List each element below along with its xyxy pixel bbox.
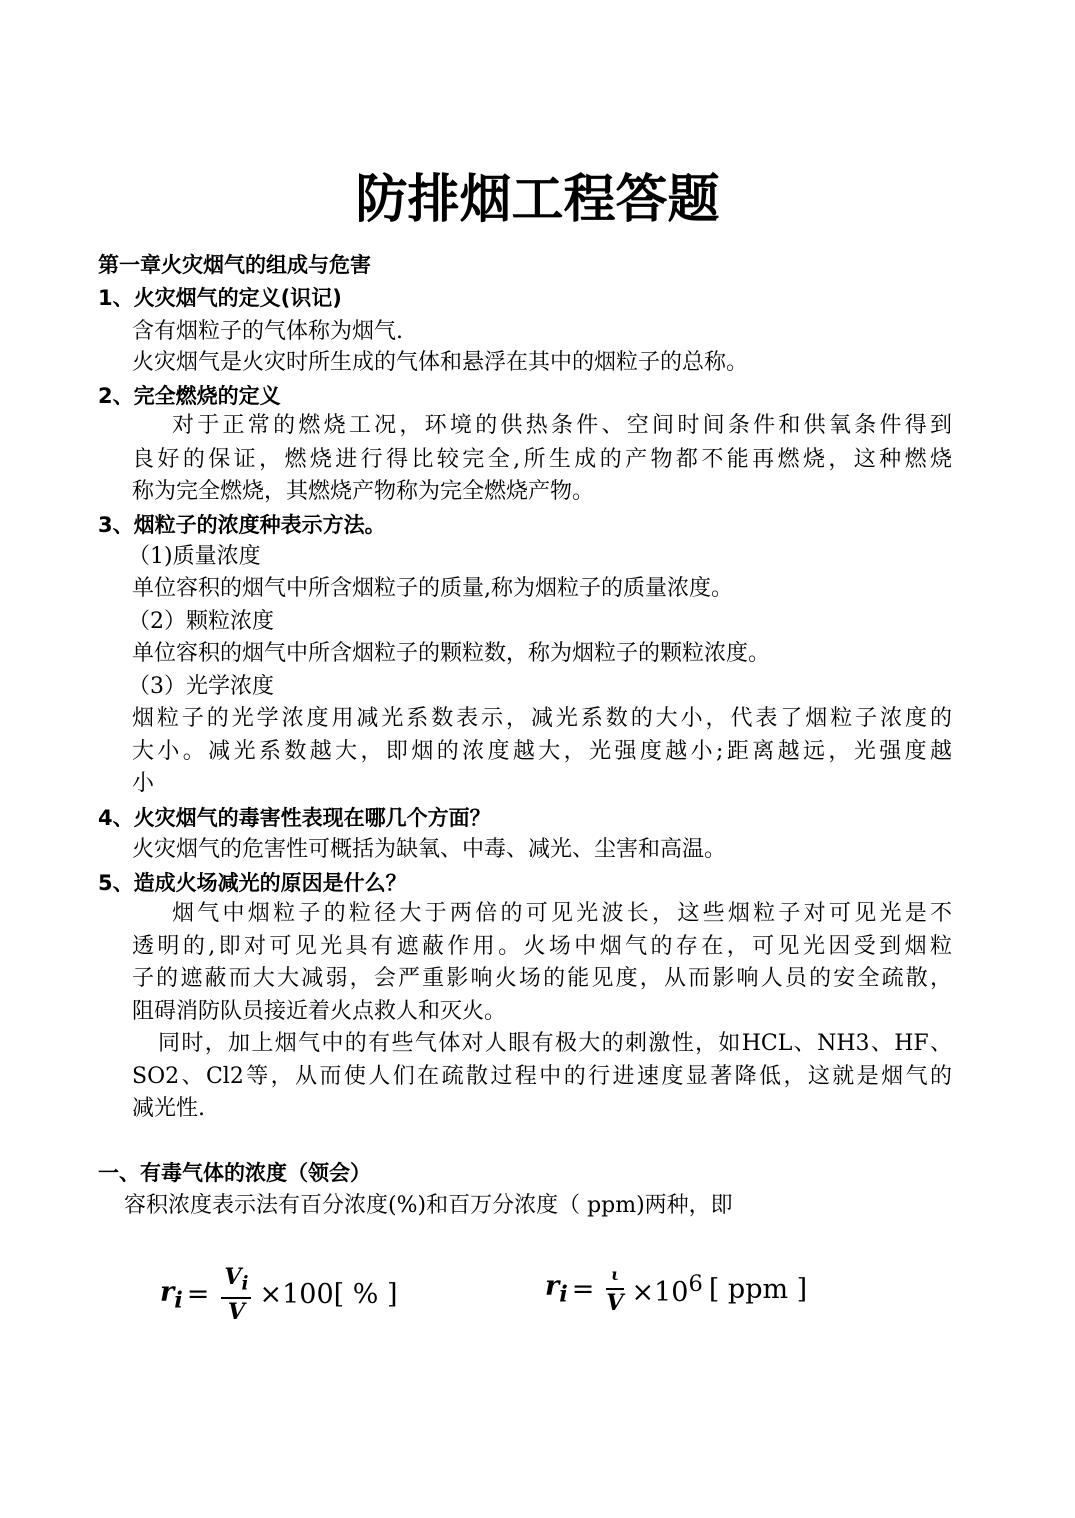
- q3-sub3-line-2: 大小。减光系数越大，即烟的浓度越大，光强度越小;距离越远，光强度越: [132, 739, 952, 764]
- q2-line-1: 对于正常的燃烧工况，环境的供热条件、空间时间条件和供氧条件得到: [172, 413, 952, 438]
- formula-percent: $r_i$ = $\frac{V_i}{V}$ ×100[ % ]: [160, 1264, 398, 1326]
- formula2-lhs: $r_i$: [545, 1270, 568, 1308]
- q2-line-3: 称为完全燃烧，其燃烧产物称为完全燃烧产物。: [132, 479, 595, 504]
- q3-heading: 3、烟粒子的浓度种表示方法。: [98, 513, 386, 537]
- q3-sub1: （1)质量浓度: [128, 544, 261, 569]
- q3-sub3: （3）光学浓度: [128, 674, 274, 699]
- q3-sub2-text: 单位容积的烟气中所含烟粒子的颗粒数，称为烟粒子的颗粒浓度。: [132, 641, 771, 666]
- formula1-rest: ×100[ % ]: [259, 1279, 398, 1311]
- q3-sub3-line-1: 烟粒子的光学浓度用减光系数表示，减光系数的大小，代表了烟粒子浓度的: [132, 706, 952, 731]
- q3-sub2: （2）颗粒浓度: [128, 609, 274, 634]
- q5-p2-line-1: 同时，加上烟气中的有些气体对人眼有极大的刺激性，如HCL、NH3、HF、: [158, 1031, 952, 1056]
- q5-p1-line-2: 透明的,即对可见光具有遮蔽作用。火场中烟气的存在，可见光因受到烟粒: [132, 934, 952, 959]
- formula2-rest: $\times 10^6$: [631, 1270, 703, 1308]
- q1-heading: 1、火灾烟气的定义(识记): [98, 286, 342, 310]
- q2-line-2: 良好的保证，燃烧进行得比较完全,所生成的产物都不能再燃烧，这种燃烧: [132, 447, 952, 472]
- q4-text: 火灾烟气的危害性可概括为缺氧、中毒、减光、尘害和高温。: [132, 837, 727, 862]
- formula-ppm: $r_i$ = $\frac{\iota}{V}$ $\times 10^6$ [ ppm ]: [545, 1262, 807, 1316]
- q5-p2-line-2: SO2、Cl2等，从而使人们在疏散过程中的行进速度显著降低，这就是烟气的: [132, 1064, 952, 1089]
- q1-line-1: 含有烟粒子的气体称为烟气.: [132, 319, 403, 344]
- q3-sub1-text: 单位容积的烟气中所含烟粒子的质量,称为烟粒子的质量浓度。: [132, 576, 733, 601]
- q3-sub3-line-3: 小: [132, 771, 155, 796]
- q5-p1-line-1: 烟气中烟粒子的粒径大于两倍的可见光波长，这些烟粒子对可见光是不: [172, 901, 952, 926]
- section1-text: 容积浓度表示法有百分浓度(%)和百万分浓度（ ppm)两种，即: [124, 1193, 733, 1218]
- section1-heading: 一、有毒气体的浓度（领会）: [98, 1161, 371, 1185]
- formula1-lhs: $r_i$: [160, 1276, 183, 1313]
- q4-heading: 4、火灾烟气的毒害性表现在哪几个方面？: [98, 806, 491, 830]
- formula2-unit: [ ppm ]: [708, 1273, 808, 1305]
- q5-p2-line-3: 减光性.: [132, 1096, 205, 1121]
- q5-p1-line-4: 阻碍消防队员接近着火点救人和灭火。: [132, 999, 507, 1024]
- q5-heading: 5、造成火场减光的原因是什么？: [98, 871, 407, 895]
- chapter-heading: 第一章火灾烟气的组成与危害: [98, 253, 371, 277]
- q1-line-2: 火灾烟气是火灾时所生成的气体和悬浮在其中的烟粒子的总称。: [132, 350, 749, 375]
- formula1-fraction: $\frac{V_i}{V}$: [221, 1264, 251, 1325]
- q5-p1-line-3: 子的遮蔽而大大减弱，会严重影响火场的能见度，从而影响人员的安全疏散，: [132, 966, 952, 991]
- formula2-fraction: $\frac{\iota}{V}$: [606, 1265, 624, 1316]
- page-title: 防排烟工程答题: [355, 170, 720, 230]
- q2-heading: 2、完全燃烧的定义: [98, 384, 281, 408]
